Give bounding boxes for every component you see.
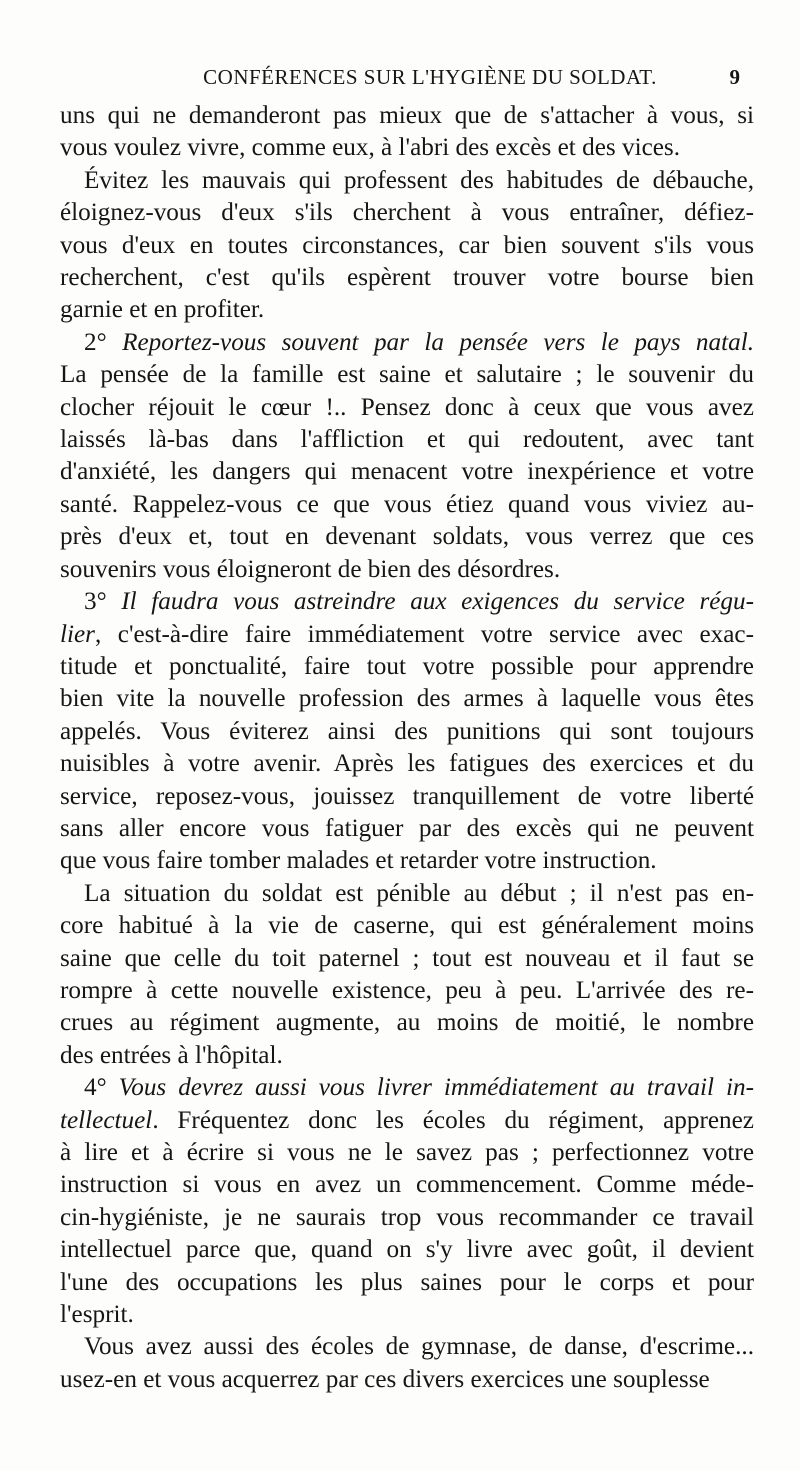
text-line [60, 230, 754, 262]
line-text: bien vite la nouvelle profession des armes à laquelle vous êtes [60, 685, 754, 713]
text-line [60, 651, 754, 683]
line-text: recherchent, c'est qu'ils espèrent trouver votre bourse bien [60, 264, 754, 292]
item-number: 3° [84, 588, 122, 616]
text-line [60, 619, 754, 651]
body-text [60, 100, 754, 1396]
text-line [60, 132, 754, 164]
line-text: cin-hygiéniste, je ne saurais trop vous recommander ce travail [60, 1203, 754, 1231]
paragraph [60, 586, 754, 878]
text-line [60, 878, 754, 910]
line-text: usez-en et vous acquerrez par ces divers exercices une souplesse [60, 1365, 710, 1393]
page-number: 9 [729, 65, 740, 89]
text-line [60, 683, 754, 715]
line-text: que vous faire tomber malades et retarder votre instruction. [60, 847, 657, 875]
text-line [60, 554, 754, 586]
text-line [60, 359, 754, 391]
text-line [60, 1234, 754, 1266]
line-text: rompre à cette nouvelle existence, peu à peu. L'arrivée des re- [60, 976, 754, 1004]
paragraph [60, 327, 754, 586]
text-line [60, 943, 754, 975]
text-line [60, 1331, 754, 1363]
paragraph [60, 878, 754, 1072]
paragraph [60, 165, 754, 327]
line-text: santé. Rappelez-vous ce que vous étiez quand vous viviez au- [60, 490, 754, 518]
text-line [60, 1169, 754, 1201]
text-line [60, 262, 754, 294]
line-text: l'esprit. [60, 1301, 134, 1329]
line-text: , c'est-à-dire faire immédiatement votre service avec exac- [94, 620, 754, 648]
line-text: vous voulez vivre, comme eux, à l'abri des excès et des vices. [60, 134, 681, 162]
text-line [60, 1137, 754, 1169]
line-text: près d'eux et, tout en devenant soldats, vous verrez que ces [60, 523, 754, 551]
line-text: Évitez les mauvais qui professent des habitudes de débauche, [84, 166, 754, 194]
emphasis-text: Il faudra vous astreindre aux exigences du service régu- [121, 588, 754, 616]
line-text: des entrées à l'hôpital. [60, 1041, 283, 1069]
text-line [60, 845, 754, 877]
line-text: d'anxiété, les dangers qui menacent votre inexpérience et votre [60, 458, 754, 486]
text-line [60, 586, 754, 618]
text-line [60, 910, 754, 942]
line-text: La pensée de la famille est saine et salutaire ; le souvenir du [60, 361, 754, 389]
text-line [60, 327, 754, 359]
text-line [60, 165, 754, 197]
line-text: . Fréquentez donc les écoles du régiment, apprenez [152, 1106, 754, 1134]
line-text: Vous avez aussi des écoles de gymnase, de danse, d'escrime... [84, 1333, 754, 1361]
line-text: laissés là-bas dans l'affliction et qui redoutent, avec tant [60, 426, 754, 454]
line-text: intellectuel parce que, quand on s'y livre avec goût, il devient [60, 1236, 754, 1264]
text-line [60, 1299, 754, 1331]
text-line [60, 1040, 754, 1072]
emphasis-text: Vous devrez aussi vous livrer immédiatement au travail in- [118, 1074, 754, 1102]
text-line [60, 1364, 754, 1396]
text-line [60, 392, 754, 424]
text-line [60, 748, 754, 780]
text-line [60, 100, 754, 132]
line-text: souvenirs vous éloigneront de bien des désordres. [60, 555, 561, 583]
item-number: 4° [84, 1074, 119, 1102]
line-text: saine que celle du toit paternel ; tout est nouveau et il faut se [60, 944, 754, 972]
line-text: l'une des occupations les plus saines pour le corps et pour [60, 1268, 754, 1296]
text-line [60, 1007, 754, 1039]
text-line [60, 489, 754, 521]
text-line [60, 1072, 754, 1104]
line-text: sans aller encore vous fatiguer par des excès qui ne peuvent [60, 814, 754, 842]
text-line [60, 521, 754, 553]
paragraph [60, 1072, 754, 1331]
line-text: clocher réjouit le cœur !.. Pensez donc à ceux que vous avez [60, 393, 754, 421]
line-text: instruction si vous en avez un commencement. Comme méde- [60, 1171, 754, 1199]
line-text: uns qui ne demanderont pas mieux que de s'attacher à vous, si [60, 102, 754, 129]
line-text: nuisibles à votre avenir. Après les fatigues des exercices et du [60, 750, 754, 778]
text-line [60, 716, 754, 748]
line-text: vous d'eux en toutes circonstances, car bien souvent s'ils vous [60, 231, 754, 259]
emphasis-text: Reportez-vous souvent par la pensée vers le pays natal. [122, 328, 754, 356]
paragraph [60, 100, 754, 165]
text-line [60, 294, 754, 326]
text-line [60, 975, 754, 1007]
text-line [60, 1105, 754, 1137]
text-line [60, 813, 754, 845]
running-title: CONFÉRENCES SUR L'HYGIÈNE DU SOLDAT. [203, 65, 657, 89]
line-text: core habitué à la vie de caserne, qui est généralement moins [60, 912, 754, 940]
line-text: titude et ponctualité, faire tout votre possible pour apprendre [60, 652, 754, 680]
line-text: service, reposez-vous, jouissez tranquillement de votre liberté [60, 782, 754, 810]
text-line [60, 1267, 754, 1299]
text-line [60, 424, 754, 456]
item-number: 2° [84, 328, 123, 356]
paragraph [60, 1331, 754, 1396]
line-text: garnie et en profiter. [60, 296, 265, 324]
text-line [60, 1202, 754, 1234]
line-text: appelés. Vous éviterez ainsi des punitions qui sont toujours [60, 717, 754, 745]
line-text: éloignez-vous d'eux s'ils cherchent à vous entraîner, défiez- [60, 199, 754, 227]
line-text: La situation du soldat est pénible au début ; il n'est pas en- [84, 879, 754, 907]
text-line [60, 197, 754, 229]
emphasis-text: tellectuel [60, 1106, 153, 1134]
page-header [60, 60, 740, 94]
line-text: à lire et à écrire si vous ne le savez pas ; perfectionnez votre [60, 1139, 754, 1166]
text-line [60, 781, 754, 813]
emphasis-text: lier [60, 620, 95, 648]
text-line [60, 456, 754, 488]
line-text: crues au régiment augmente, au moins de moitié, le nombre [60, 1009, 754, 1037]
